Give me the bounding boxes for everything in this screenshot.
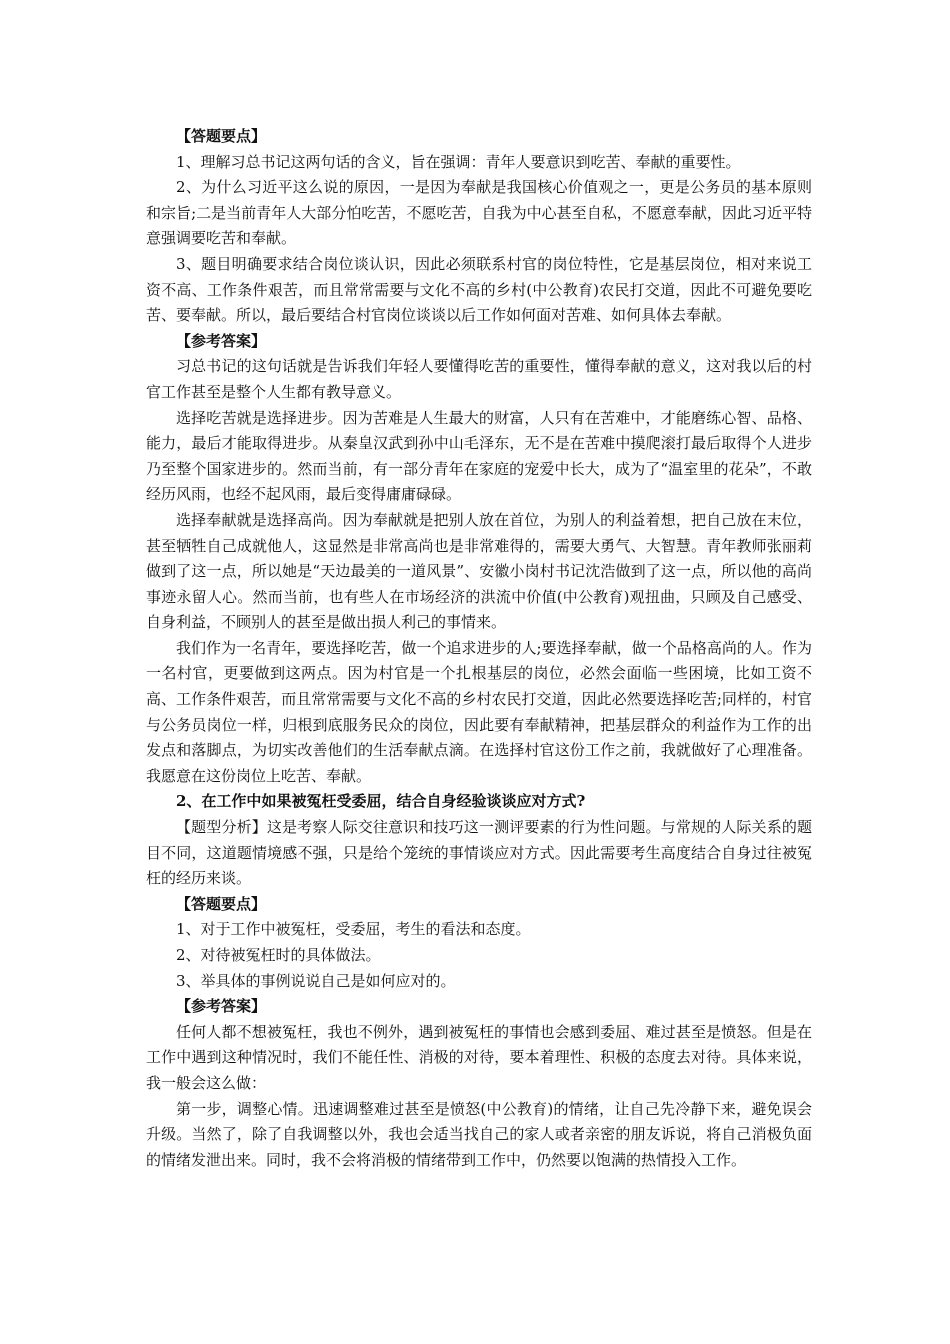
paragraph: 习总书记的这句话就是告诉我们年轻人要懂得吃苦的重要性，懂得奉献的意义，这对我以后的村官工作甚至是整个人生都有教导意义。	[146, 357, 812, 401]
paragraph: 选择吃苦就是选择进步。因为苦难是人生最大的财富，人只有在苦难中，才能磨练心智、品格、能力，最后才能取得进步。从秦皇汉武到孙中山毛泽东，无不是在苦难中摸爬滚打最后取得个人进步乃至整个国家进步的。然而当前，有一部分青年在家庭的宠爱中长大，成为了“温室里的花朵”，不敢经历风雨，也经不起风雨，最后变得庸庸碌碌。	[146, 408, 812, 504]
paragraph: 3、题目明确要求结合岗位谈认识，因此必须联系村官的岗位特性，它是基层岗位，相对来说工资不高、工作条件艰苦，而且常常需要与文化不高的乡村(中公教育)农民打交道，因此不可避免要吃苦、要奉献。所以，最后要结合村官岗位谈谈以后工作如何面对苦难、如何具体去奉献。	[146, 254, 812, 325]
paragraph: 选择奉献就是选择高尚。因为奉献就是把别人放在首位，为别人的利益着想，把自己放在末位，甚至牺牲自己成就他人，这显然是非常高尚也是非常难得的，需要大勇气、大智慧。青年教师张丽莉做到了这一点，所以她是“天边最美的一道风景”、安徽小岗村书记沈浩做到了这一点，所以他的高尚事迹永留人心。然而当前，也有些人在市场经济的洪流中价值(中公教育)观扭曲，只顾及自己感受、自身利益，不顾别人的甚至是做出损人利己的事情来。	[146, 510, 812, 632]
paragraph: 1、理解习总书记这两句话的含义，旨在强调：青年人要意识到吃苦、奉献的重要性。	[176, 152, 741, 171]
paragraph: 2、对待被冤枉时的具体做法。	[176, 946, 381, 964]
paragraph: 3、举具体的事例说说自己是如何应对的。	[176, 971, 456, 990]
paragraph: 【题型分析】这是考察人际交往意识和技巧这一测评要素的行为性问题。与常规的人际关系的题目不同，这道题情境感不强，只是给个笼统的事情谈应对方式。因此需要考生高度结合自身过往被冤枉的经历来谈。	[146, 818, 812, 888]
heading-reference-answer: 【参考答案】	[176, 331, 267, 350]
heading-answer-points: 【答题要点】	[176, 127, 267, 145]
heading-reference-answer: 【参考答案】	[176, 997, 267, 1016]
paragraph: 任何人都不想被冤枉，我也不例外，遇到被冤枉的事情也会感到委屈、难过甚至是愤怒。但是在工作中遇到这种情况时，我们不能任性、消极的对待，要本着理性、积极的态度去对待。具体来说，我一般会这么做：	[146, 1022, 812, 1092]
paragraph: 第一步，调整心情。迅速调整难过甚至是愤怒(中公教育)的情绪，让自己先冷静下来，避免误会升级。当然了，除了自我调整以外，我也会适当找自己的家人或者亲密的朋友诉说，将自己消极负面的情绪发泄出来。同时，我不会将消极的情绪带到工作中，仍然要以饱满的热情投入工作。	[146, 1099, 812, 1169]
paragraph: 我们作为一名青年，要选择吃苦，做一个追求进步的人;要选择奉献，做一个品格高尚的人。作为一名村官，更要做到这两点。因为村官是一个扎根基层的岗位，必然会面临一些困境，比如工资不高、工作条件艰苦，而且常常需要与文化不高的乡村农民打交道，因此必然要选择吃苦;同样的，村官与公务员岗位一样，归根到底服务民众的岗位，因此要有奉献精神，把基层群众的利益作为工作的出发点和落脚点，为切实改善他们的生活奉献点滴。在选择村官这份工作之前，我就做好了心理准备。我愿意在这份岗位上吃苦、奉献。	[146, 638, 812, 785]
question-heading: 2、在工作中如果被冤枉受委屈，结合自身经验谈谈应对方式?	[176, 792, 586, 811]
paragraph: 1、对于工作中被冤枉，受委屈，考生的看法和态度。	[176, 920, 531, 939]
paragraph: 2、为什么习近平这么说的原因，一是因为奉献是我国核心价值观之一，更是公务员的基本原则和宗旨;二是当前青年人大部分怕吃苦，不愿吃苦，自我为中心甚至自私，不愿意奉献，因此习近平特意强调要吃苦和奉献。	[146, 178, 812, 248]
heading-answer-points: 【答题要点】	[176, 894, 267, 913]
